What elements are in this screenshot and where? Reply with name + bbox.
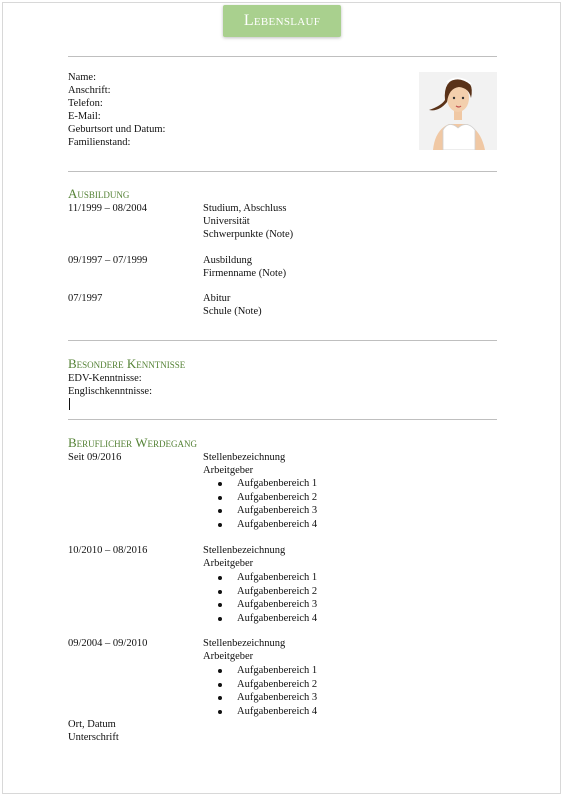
career-employer: Arbeitgeber <box>203 558 254 569</box>
career-title: Stellenbezeichnung <box>203 545 286 556</box>
education-line: Abitur <box>203 293 231 304</box>
education-line: Universität <box>203 216 250 227</box>
education-line: Schwerpunkte (Note) <box>203 229 294 240</box>
skills-line: EDV-Kenntnisse: <box>68 373 142 384</box>
education-line: Firmenname (Note) <box>203 268 287 279</box>
career-title: Stellenbezeichnung <box>203 638 286 649</box>
task-list <box>203 664 317 718</box>
task-item: Aufgabenbereich 3 <box>203 598 317 612</box>
career-employer: Arbeitgeber <box>203 651 254 662</box>
field-email: E-Mail: <box>68 111 101 122</box>
task-item: Aufgabenbereich 3 <box>203 691 317 705</box>
field-birth: Geburtsort und Datum: <box>68 124 166 135</box>
task-item: Aufgabenbereich 2 <box>203 491 317 505</box>
field-marital-status: Familienstand: <box>68 137 131 148</box>
task-item: Aufgabenbereich 2 <box>203 678 317 692</box>
task-item: Aufgabenbereich 1 <box>203 571 317 585</box>
career-date: 09/2004 – 09/2010 <box>68 638 148 649</box>
education-date: 09/1997 – 07/1999 <box>68 255 148 266</box>
education-line: Studium, Abschluss <box>203 203 287 214</box>
task-item: Aufgabenbereich 1 <box>203 477 317 491</box>
divider <box>68 419 497 420</box>
section-heading-career: Beruflicher Werdegang <box>68 435 197 450</box>
education-date: 11/1999 – 08/2004 <box>68 203 147 214</box>
task-list <box>203 571 317 625</box>
divider <box>68 340 497 341</box>
education-date: 07/1997 <box>68 293 103 304</box>
education-line: Ausbildung <box>203 255 253 266</box>
field-phone: Telefon: <box>68 98 103 109</box>
section-heading-skills: Besondere Kenntnisse <box>68 356 186 371</box>
task-item: Aufgabenbereich 3 <box>203 504 317 518</box>
task-item: Aufgabenbereich 2 <box>203 585 317 599</box>
section-heading-education: Ausbildung <box>68 186 130 201</box>
task-item: Aufgabenbereich 4 <box>203 705 317 719</box>
task-item: Aufgabenbereich 4 <box>203 518 317 532</box>
divider <box>68 56 497 57</box>
career-employer: Arbeitgeber <box>203 465 254 476</box>
career-title: Stellenbezeichnung <box>203 452 286 463</box>
divider <box>68 171 497 172</box>
task-item: Aufgabenbereich 1 <box>203 664 317 678</box>
field-address: Anschrift: <box>68 85 111 96</box>
task-item: Aufgabenbereich 4 <box>203 612 317 626</box>
field-name: Name: <box>68 72 96 83</box>
task-list <box>203 477 317 531</box>
career-date: 10/2010 – 08/2016 <box>68 545 148 556</box>
text-cursor[interactable] <box>69 398 70 410</box>
education-line: Schule (Note) <box>203 306 262 317</box>
career-date: Seit 09/2016 <box>68 452 122 463</box>
profile-photo <box>419 72 497 150</box>
signature: Unterschrift <box>68 732 119 743</box>
place-date: Ort, Datum <box>68 719 116 730</box>
page-title: Lebenslauf <box>223 5 341 37</box>
skills-line: Englischkenntnisse: <box>68 386 152 397</box>
